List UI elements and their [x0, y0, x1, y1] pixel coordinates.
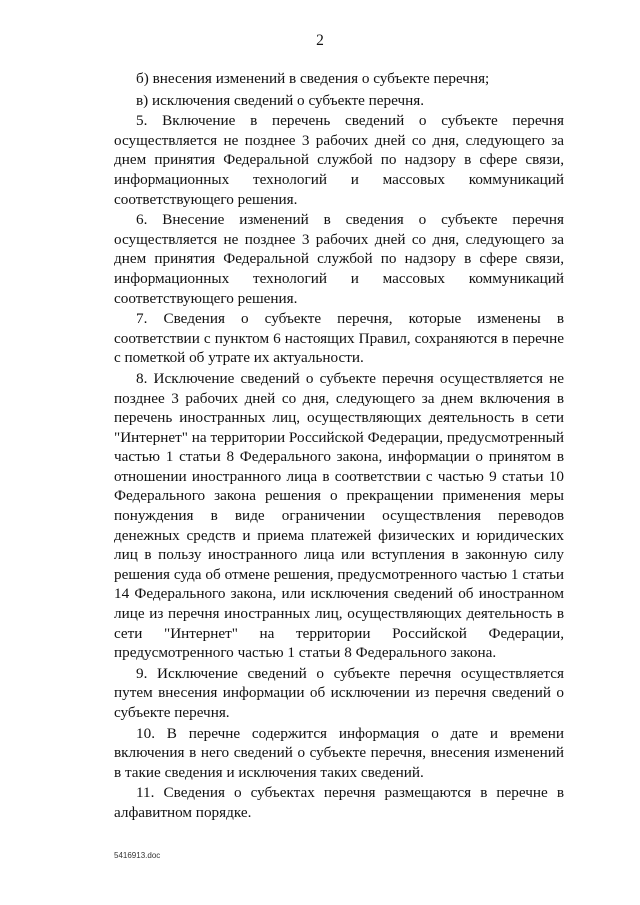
paragraph-item-b: б) внесения изменений в сведения о субъекте перечня; [136, 70, 490, 87]
paragraph-5: 5. Включение в перечень сведений о субъекте перечня осуществляется не позднее 3 рабочих дней со дня, следующего за днем принятия Федеральной службой по надзору в сфере связи, информационных технологий и массовых коммуникаций соответствующего решения. [114, 112, 564, 208]
paragraph-10: 10. В перечне содержится информация о дате и времени включения в него сведений о субъекте перечня, внесения изменений в такие сведения и исключения таких сведений. [114, 724, 564, 781]
document-file-code: 5416913.doc [114, 851, 161, 860]
paragraph-7: 7. Сведения о субъекте перечня, которые изменены в соответствии с пунктом 6 настоящих Правил, сохраняются в перечне с пометкой об утрате их актуальности. [114, 310, 564, 367]
paragraph-11: 11. Сведения о субъектах перечня размещаются в перечне в алфавитном порядке. [114, 784, 564, 821]
page-number: 2 [316, 32, 324, 49]
document-body [114, 66, 564, 823]
paragraph-item-v: в) исключения сведений о субъекте перечня. [136, 91, 425, 109]
paragraph-6: 6. Внесение изменений в сведения о субъекте перечня осуществляется не позднее 3 рабочих дней со дня, следующего за днем принятия Федеральной службой по надзору в сфере связи, информационных технологий и массовых коммуникаций соответствующего решения. [114, 211, 564, 307]
paragraph-8: 8. Исключение сведений о субъекте перечня осуществляется не позднее 3 рабочих дней со дня, следующего за днем включения в перечень иностранных лиц, осуществляющих деятельность в сети "Интернет" на территории Российской Федерации, предусмотренный частью 1 статьи 8 Федерального закона, информации о принятом в отношении иностранного лица в соответствии с частью 9 статьи 10 Федерального закона решения о прекращении применения меры понуждения в виде ограничении осуществления переводов денежных средств и приема платежей физических и юридических лиц в пользу иностранного лица или вступления в законную силу решения суда об отмене решения, предусмотренного частью 1 статьи 14 Федерального закона, или исключения сведений об иностранном лице из перечня иностранных лиц, осуществляющих деятельность в сети "Интернет" на территории Российской Федерации, предусмотренного частью 1 статьи 8 Федерального закона. [114, 369, 564, 662]
paragraph-9: 9. Исключение сведений о субъекте перечня осуществляется путем внесения информации об исключении из перечня сведений о субъекте перечня. [114, 664, 564, 721]
